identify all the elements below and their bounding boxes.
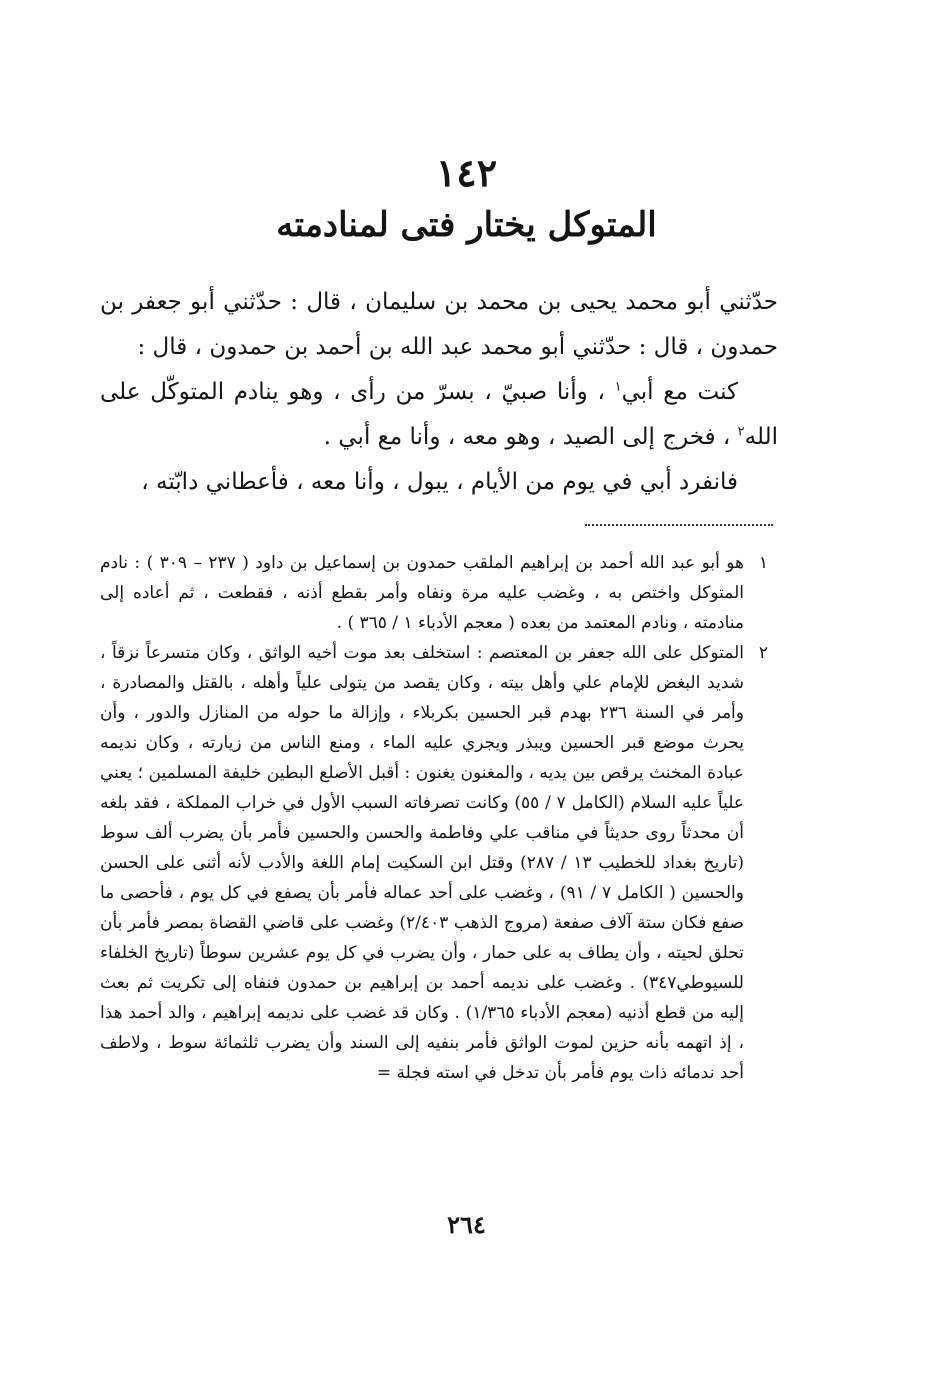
footnotes [100, 548, 768, 1088]
footnote-2-number: ٢ [758, 643, 768, 663]
main-paragraph-3: فانفرد أبي في يوم من الأيام ، يبول ، وأنا معه ، فأعطاني دابّته ، [141, 469, 738, 495]
footnote-1-text: هو أبو عبد الله أحمد بن إبراهيم الملقب حمدون بن إسماعيل بن داود ( ٢٣٧ – ٣٠٩ ) : نادم المتوكل واختص به ، وغضب عليه مرة ونفاه وأمر بقطع أذنه ، فقطعت ، ثم أعاده إلى منادمته ، ونادم المعتمد من بعده ( معجم الأدباء ١ / ٣٦٥ ) . [100, 553, 745, 633]
footnote-1-number: ١ [758, 553, 768, 573]
story-title: المتوكل يختار فتى لمنادمته [276, 205, 657, 245]
main-text [100, 280, 778, 505]
page-number: ٢٦٤ [447, 1210, 486, 1239]
footnote-2 [100, 638, 768, 1088]
footnote-divider [585, 524, 773, 526]
main-paragraph-2-part-3: ، فخرج إلى الصيد ، وهو معه ، وأنا مع أبي . [323, 424, 731, 450]
main-paragraph-1: حدّثني أبو محمد يحيى بن محمد بن سليمان ، قال : حدّثني أبو جعفر بن حمدون ، قال : حدّثني أبو محمد عبد الله بن أحمد بن حمدون ، قال : [100, 289, 778, 360]
footnote-ref-2[interactable]: ٢ [737, 424, 745, 440]
story-number: ١٤٢ [435, 150, 498, 195]
main-paragraph-2-part-2: ، وأنا صبيّ ، بسرّ من رأى ، وهو ينادم المتوكّل على الله [100, 379, 778, 450]
footnote-ref-1[interactable]: ١ [614, 379, 622, 395]
main-paragraph-2 [100, 370, 778, 460]
footnote-2-text: المتوكل على الله جعفر بن المعتصم : استخلف بعد موت أخيه الواثق ، وكان متسرعاً نزقاً ، شديد البغض للإمام علي وأهل بيته ، وكان يقصد من يتولى علياً وأهله ، بالقتل والمصادرة ، وأمر في السنة ٢٣٦ بهدم قبر الحسين بكربلاء ، وإزالة ما حوله من المنازل والدور ، وأن يحرث موضع قبر الحسين ويبذر ويجري عليه الماء ، ومنع الناس من زيارته ، وكان نديمه عبادة المخنث يرقص بين يديه ، والمغنون يغنون : أقبل الأصلع البطين خليفة المسلمين ؛ يعني علياً عليه السلام (الكامل ٧ / ٥٥) وكانت تصرفاته السبب الأول في خراب المملكة ، فقد بلغه أن محدثاً روى حديثاً في مناقب علي وفاطمة والحسن والحسين فأمر بأن يضرب ألف سوط (تاريخ بغداد للخطيب ١٣ / ٢٨٧) وقتل ابن السكيت إمام اللغة والأدب لأنه أثنى على الحسن والحسين ( الكامل ٧ / ٩١) ، وغضب على أحد عماله فأمر بأن يصفع في كل يوم ، فأحصى ما صفع فكان ستة آلاف صفعة (مروج الذهب ٢/٤٠٣) وغضب على قاضي القضاة بمصر فأمر بأن تحلق لحيته ، وأن يطاف به على حمار ، وأن يضرب في كل يوم عشرين سوطاً (تاريخ الخلفاء للسيوطي٣٤٧) . وغضب على نديمه أحمد بن إبراهيم بن حمدون فنفاه إلى تكريت ثم بعث إليه من قطع أذنيه (معجم الأدباء ١/٣٦٥) . وكان قد غضب على نديمه إبراهيم ، والد أحمد هذا ، إذ اتهمه بأنه حزين لموت الواثق فأمر بنفيه إلى السند وأن يضرب ثلثمائة سوط ، ولاطف أحد ندمائه ذات يوم فأمر بأن تدخل في استه فجلة = [100, 643, 744, 1083]
footnote-1 [100, 548, 768, 638]
main-paragraph-2-part-1: كنت مع أبي [621, 379, 739, 405]
